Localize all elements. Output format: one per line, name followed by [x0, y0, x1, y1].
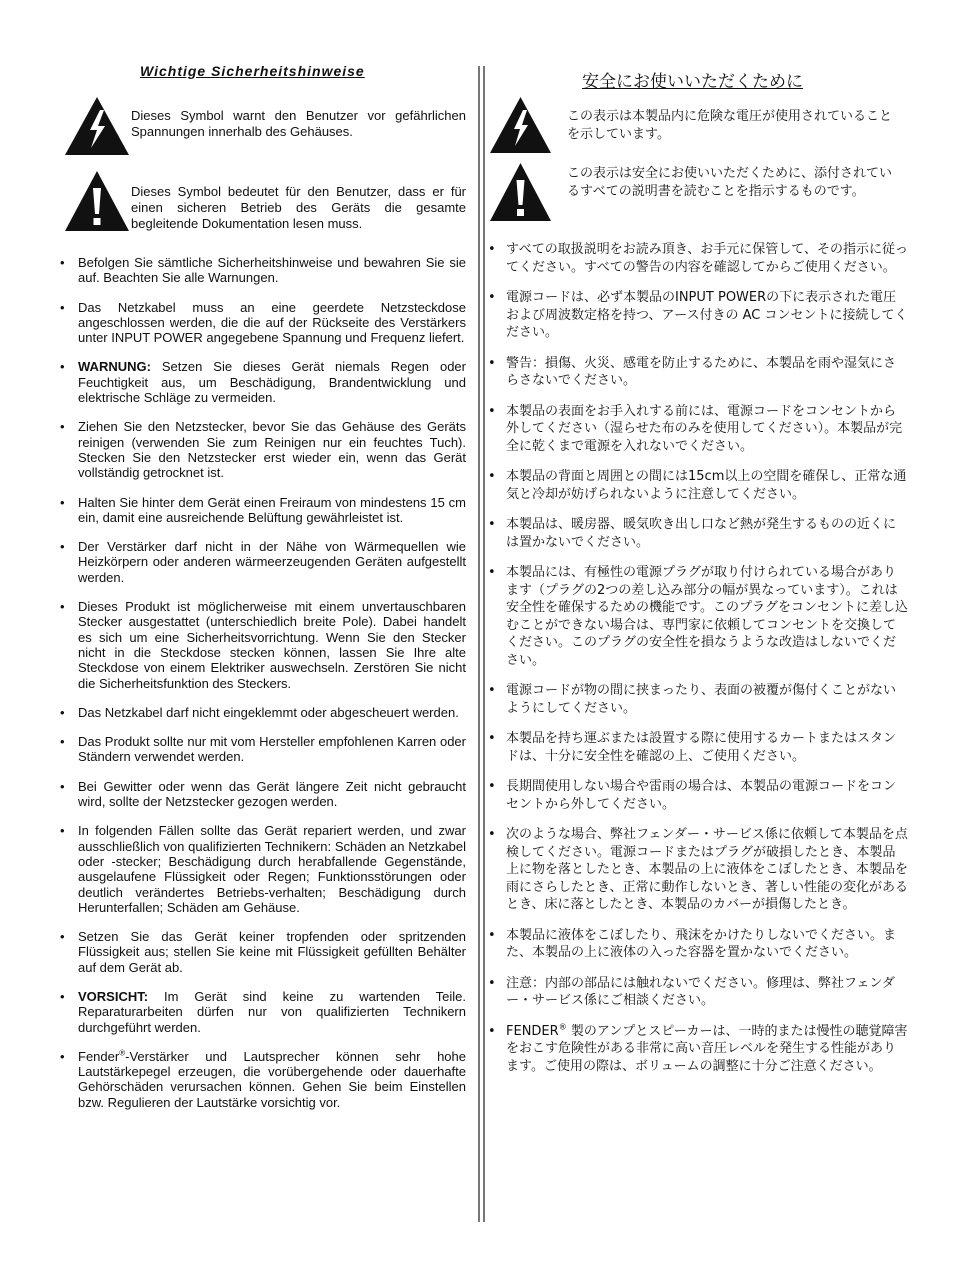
list-item: • 本製品の表面をお手入れする前には、電源コードをコンセントから外してください（湿らせた布のみを使用してください）。本製品が完全に乾くまで電源を入れないでください。	[488, 403, 903, 454]
list-item: • 次のような場合、弊社フェンダー・サービス係に依頼して本製品を点検してください。電源コードまたはプラグが破損したとき、本製品上に物を落としたとき、本製品の上に液体をこぼしたとき、本製品を雨にさらしたとき、正常に動作しないとき、著しい性能の変化があるとき、床に落としたとき、本製品のカバーが損傷したとき。	[488, 827, 908, 912]
column-divider	[483, 66, 485, 1222]
list-item: • 本製品を持ち運ぶまたは設置する際に使用するカートまたはスタンドは、十分に安全性を確認の上、ご使用ください。	[488, 731, 897, 764]
caution-label: VORSICHT:	[78, 988, 149, 1004]
brand-name: FENDER	[506, 1023, 559, 1039]
list-item: • 本製品は、暖房器、暖気吹き出し口など熱が発生するものの近くには置かないでください。	[488, 517, 897, 550]
exclamation-warning-icon	[64, 170, 130, 232]
list-item: • Ziehen Sie den Netzstecker, bevor Sie das Gehäuse des Geräts reinigen (verwenden Sie zum Reinigen nur ein feuchtes Tuch). Stecken Sie den Netzstecker erst wieder ein, wenn das Gerät vollständig getrocknet ist.	[60, 419, 466, 481]
list-item: • 本製品には、有極性の電源プラグが取り付けられている場合があります（プラグの2つの差し込み部分の幅が異なっています）。これは安全性を確保するための機能です。このプラグをコンセントに差し込むことができない場合は、専門家に依頼してコンセントを交換してください。このプラグの安全性を損なうような改造はしないでください。	[488, 565, 908, 668]
list-item: • 警告：損傷、火災、感電を防止するために、本製品を雨や湿気にさらさないでください。	[488, 355, 897, 388]
exclamation-symbol-description: この表示は安全にお使いいただくために、添付されているすべての説明書を読むことを指示するものです。	[567, 166, 893, 199]
brand-name: Fender	[78, 1048, 120, 1064]
list-item: • Das Netzkabel darf nicht eingeklemmt oder abgescheuert werden.	[60, 704, 459, 720]
list-item: • WARNUNG: Setzen Sie dieses Gerät niemals Regen oder Feuchtigkeit aus, um Beschädigung, Brandentwicklung und elektrische Schläge zu vermeiden.	[60, 359, 466, 406]
japanese-section-title: 安全にお使いいただくために	[582, 72, 803, 92]
exclamation-symbol-description: Dieses Symbol bedeutet für den Benutzer, dass er für einen sicheren Betrieb des Geräts die gesamte begleitende Dokumentation lesen muss.	[131, 184, 466, 231]
list-item: • 本製品に液体をこぼしたり、飛沫をかけたりしないでください。また、本製品の上に液体の入った容器を置かないでください。	[488, 927, 897, 960]
warning-label: WARNUNG:	[78, 359, 151, 375]
list-item: • Das Netzkabel muss an eine geerdete Netzsteckdose angeschlossen werden, die die auf der Rückseite des Verstärkers unter INPUT POWER angegebene Spannung und Frequenz liefert.	[60, 299, 466, 346]
list-item: • FENDER® 製のアンプとスピーカーは、一時的または慢性の聴覚障害をおこす危険性がある非常に高い音圧レベルを発生する性能があります。ご使用の際は、ボリュームの調整に十分ご注意ください。	[488, 1022, 908, 1074]
list-item: • 注意：内部の部品には触れないでください。修理は、弊社フェンダー・サービス係にご相談ください。	[488, 975, 895, 1008]
column-divider	[478, 66, 480, 1222]
lightning-warning-icon	[64, 96, 130, 156]
german-section-title: Wichtige Sicherheitshinweise	[140, 63, 365, 79]
list-item: • 長期間使用しない場合や雷雨の場合は、本製品の電源コードをコンセントから外してください。	[488, 779, 897, 812]
list-item: • 電源コードが物の間に挟まったり、表面の被覆が傷付くことがないようにしてください。	[488, 683, 897, 716]
exclamation-warning-icon	[489, 162, 552, 222]
list-item: • Das Produkt sollte nur mit vom Hersteller empfohlenen Karren oder Ständern verwendet werden.	[60, 734, 466, 765]
list-item: • In folgenden Fällen sollte das Gerät repariert werden, und zwar ausschließlich von qualifizierten Technikern: Schäden an Netzkabel oder -stecker; Beschädigung durch herabfallende Gegenstände, ausgelaufene Flüssigkeit oder Regen; Funktionsstörungen oder deutlich verändertes Betriebs-verhalten; Beschädigung durch Herunterfallen; Schäden am Gehäuse.	[60, 823, 466, 915]
registered-mark: ®	[119, 1048, 126, 1058]
lightning-symbol-description: この表示は本製品内に危険な電圧が使用されていることを示しています。	[567, 109, 893, 142]
list-item: • Fender®-Verstärker und Lautsprecher können sehr hohe Lautstärkepegel erzeugen, die vorübergehende oder dauerhafte Gehörschäden verursachen können. Gehen Sie beim Einstellen bzw. Regulieren der Lautstärke vorsichtig vor.	[60, 1048, 466, 1110]
list-item: • Befolgen Sie sämtliche Sicherheitshinweise und bewahren Sie sie auf. Beachten Sie alle Warnungen.	[60, 255, 466, 286]
list-item: • Der Verstärker darf nicht in der Nähe von Wärmequellen wie Heizkörpern oder anderen wärmeerzeugenden Geräten aufgestellt werden.	[60, 539, 466, 585]
list-item: • VORSICHT: Im Gerät sind keine zu wartenden Teile. Reparaturarbeiten dürfen nur von qualifizierten Technikern durchgeführt werden.	[60, 988, 466, 1035]
list-item: • すべての取扱説明をお読み頂き、お手元に保管して、その指示に従ってください。すべての警告の内容を確認してからご使用ください。	[488, 242, 908, 275]
lightning-warning-icon	[489, 96, 552, 154]
list-item: • Bei Gewitter oder wenn das Gerät längere Zeit nicht gebraucht wird, sollte der Netzstecker gezogen werden.	[60, 778, 466, 810]
japanese-safety-list	[488, 241, 908, 1088]
lightning-symbol-description: Dieses Symbol warnt den Benutzer vor gefährlichen Spannungen innerhalb des Gehäuses.	[131, 108, 466, 139]
list-item: • Dieses Produkt ist möglicherweise mit einem unvertauschbaren Stecker ausgestattet (unterschiedlich breite Pole). Dabei handelt es sich um eine Sicherheitsvorrichtung. Wenn Sie den Stecker nicht in die Steckdose stecken können, lassen Sie Ihre alte Steckdose von einem Elektriker auswechseln. Zerstören Sie nicht die Sicherheitsfunktion des Steckers.	[60, 599, 466, 691]
german-safety-list	[60, 255, 466, 1124]
list-item: • Halten Sie hinter dem Gerät einen Freiraum von mindestens 15 cm ein, damit eine ausreichende Belüftung gewährleistet ist.	[60, 494, 466, 525]
registered-mark: ®	[558, 1022, 567, 1032]
list-item: • 本製品の背面と周囲との間には15cm以上の空間を確保し、正常な通気と冷却が妨げられないように注意してください。	[488, 469, 907, 502]
list-item: • Setzen Sie das Gerät keiner tropfenden oder spritzenden Flüssigkeit aus; stellen Sie keine mit Flüssigkeit gefüllten Behälter auf dem Gerät ab.	[60, 929, 466, 975]
list-item: • 電源コードは、必ず本製品のINPUT POWERの下に表示された電圧および周波数定格を持つ、アース付きの AC コンセントに接続してください。	[488, 290, 908, 340]
